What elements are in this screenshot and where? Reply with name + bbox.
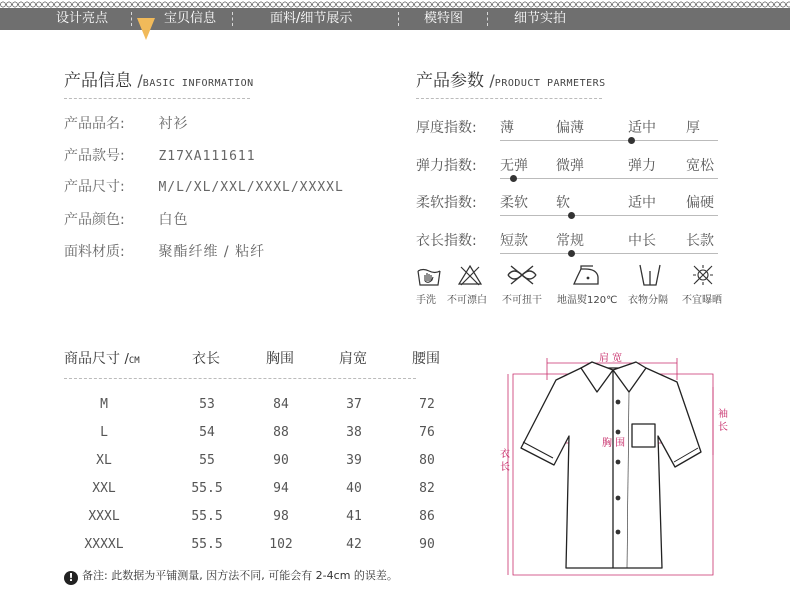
size-value-cell: 84 — [273, 397, 289, 412]
low-iron-icon — [571, 263, 601, 287]
product-info-title: 产品信息 /BASIC INFORMATION — [64, 71, 254, 91]
param-option: 柔软 — [500, 195, 528, 211]
size-name-cell: XL — [96, 453, 112, 468]
size-value-cell: 55.5 — [191, 509, 223, 524]
product-params-title-cn: 产品参数 — [416, 71, 484, 91]
size-col-header: 衣长 — [192, 351, 220, 367]
size-value-cell: 94 — [273, 481, 289, 496]
param-option: 适中 — [628, 120, 656, 136]
no-sun-icon — [690, 263, 716, 287]
chest-label: 胸 围 — [602, 438, 626, 449]
size-name-cell: XXXXL — [84, 537, 124, 552]
size-value-cell: 86 — [419, 509, 435, 524]
size-value-cell: 88 — [273, 425, 289, 440]
note-text: 备注: 此数据为平铺测量, 因方法不同, 可能会有 2-4cm 的误差。 — [82, 569, 398, 582]
info-row-name — [64, 113, 188, 133]
size-value-cell: 82 — [419, 481, 435, 496]
size-value-cell: 98 — [273, 509, 289, 524]
nav-dot-border — [0, 1, 790, 8]
param-option: 适中 — [628, 195, 656, 211]
size-value-cell: 54 — [199, 425, 215, 440]
product-info-title-en: BASIC INFORMATION — [142, 78, 254, 89]
param-option: 软 — [556, 195, 570, 211]
size-value-cell: 90 — [273, 453, 289, 468]
info-label: 产品颜色: — [64, 212, 125, 228]
info-value: 聚酯纤维 / 粘纤 — [158, 244, 266, 260]
size-value-cell: 72 — [419, 397, 435, 412]
info-value: 衬衫 — [158, 116, 189, 132]
care-label: 不可漂白 — [447, 295, 487, 306]
param-scale-line — [500, 140, 718, 141]
care-label: 手洗 — [416, 295, 436, 306]
shirt-measure-diagram — [488, 340, 738, 580]
info-row-style-no — [64, 145, 256, 165]
size-name-cell: XXL — [92, 481, 116, 496]
nav-item-model[interactable]: 模特图 — [424, 11, 464, 26]
param-scale-line — [500, 215, 718, 216]
param-option: 宽松 — [686, 158, 714, 174]
size-value-cell: 102 — [269, 537, 293, 552]
info-row-sizes — [64, 176, 344, 196]
size-value-cell: 41 — [346, 509, 362, 524]
size-value-cell: 37 — [346, 397, 362, 412]
param-label: 衣长指数: — [416, 233, 477, 249]
nav-active-arrow — [137, 18, 155, 40]
nav-item-info[interactable]: 宝贝信息 — [164, 11, 217, 26]
sleeve-length-label: 袖 长 — [718, 409, 728, 433]
size-col-header: 胸围 — [266, 351, 294, 367]
care-label: 不宜曝晒 — [682, 295, 722, 306]
separate-wash-icon — [637, 263, 663, 287]
param-selected-dot — [510, 175, 517, 182]
nav-item-fabric[interactable]: 面料/细节展示 — [270, 11, 353, 26]
size-name-cell: XXXL — [88, 509, 120, 524]
product-params-title-en: PRODUCT PARMETERS — [494, 78, 606, 89]
param-option: 薄 — [500, 120, 514, 136]
info-row-material — [64, 241, 265, 261]
size-value-cell: 55.5 — [191, 537, 223, 552]
nav-item-detail[interactable]: 细节实拍 — [514, 11, 567, 26]
param-scale-line — [500, 253, 718, 254]
param-option: 中长 — [628, 233, 656, 249]
info-value: 白色 — [158, 212, 189, 228]
divider — [64, 98, 250, 99]
no-wring-icon — [505, 263, 539, 287]
top-nav — [0, 0, 790, 32]
measurement-note — [64, 567, 398, 585]
size-value-cell: 76 — [419, 425, 435, 440]
size-col-header: 腰围 — [412, 351, 440, 367]
body-length-label: 衣 长 — [500, 449, 510, 473]
size-value-cell: 38 — [346, 425, 362, 440]
size-col-header: 肩宽 — [339, 351, 367, 367]
nav-separator — [398, 12, 399, 26]
size-value-cell: 53 — [199, 397, 215, 412]
param-scale-line — [500, 178, 718, 179]
info-label: 产品尺寸: — [64, 179, 125, 195]
care-label: 衣物分隔 — [628, 295, 668, 306]
size-name-cell: M — [100, 397, 108, 412]
size-value-cell: 80 — [419, 453, 435, 468]
nav-bar — [0, 8, 790, 30]
size-table-title: 商品尺寸 /CM — [64, 351, 140, 367]
care-label: 地温熨120℃ — [557, 295, 618, 306]
no-bleach-icon — [457, 263, 483, 287]
param-option: 微弹 — [556, 158, 584, 174]
size-table-unit: CM — [128, 356, 140, 366]
size-value-cell: 42 — [346, 537, 362, 552]
info-label: 产品品名: — [64, 116, 125, 132]
hand-wash-icon — [416, 263, 442, 287]
param-option: 无弹 — [500, 158, 528, 174]
param-option: 短款 — [500, 233, 528, 249]
info-value: M/L/XL/XXL/XXXL/XXXXL — [158, 180, 344, 195]
nav-separator — [487, 12, 488, 26]
param-option: 偏硬 — [686, 195, 714, 211]
nav-separator — [232, 12, 233, 26]
care-label: 不可扭干 — [502, 295, 542, 306]
product-info-title-cn: 产品信息 — [64, 71, 132, 91]
shoulder-width-label: 肩 宽 — [599, 353, 623, 364]
param-label: 柔软指数: — [416, 195, 477, 211]
param-label: 弹力指数: — [416, 158, 477, 174]
divider — [64, 378, 416, 379]
param-selected-dot — [628, 137, 635, 144]
info-label: 产品款号: — [64, 148, 125, 164]
warning-icon: ! — [64, 571, 78, 585]
size-value-cell: 55 — [199, 453, 215, 468]
param-option: 厚 — [686, 120, 700, 136]
nav-separator — [131, 12, 132, 26]
param-option: 常规 — [556, 233, 584, 249]
size-value-cell: 55.5 — [191, 481, 223, 496]
param-selected-dot — [568, 212, 575, 219]
size-value-cell: 40 — [346, 481, 362, 496]
param-option: 偏薄 — [556, 120, 584, 136]
product-params-title: 产品参数 /PRODUCT PARMETERS — [416, 71, 606, 91]
size-value-cell: 90 — [419, 537, 435, 552]
param-option: 弹力 — [628, 158, 656, 174]
param-label: 厚度指数: — [416, 120, 477, 136]
info-row-color — [64, 209, 188, 229]
info-label: 面料材质: — [64, 244, 125, 260]
size-value-cell: 39 — [346, 453, 362, 468]
param-selected-dot — [568, 250, 575, 257]
info-value: Z17XA111611 — [158, 149, 256, 164]
param-option: 长款 — [686, 233, 714, 249]
size-table-title-text: 商品尺寸 — [64, 351, 120, 367]
nav-item-design[interactable]: 设计亮点 — [56, 11, 109, 26]
size-name-cell: L — [100, 425, 108, 440]
divider — [416, 98, 602, 99]
